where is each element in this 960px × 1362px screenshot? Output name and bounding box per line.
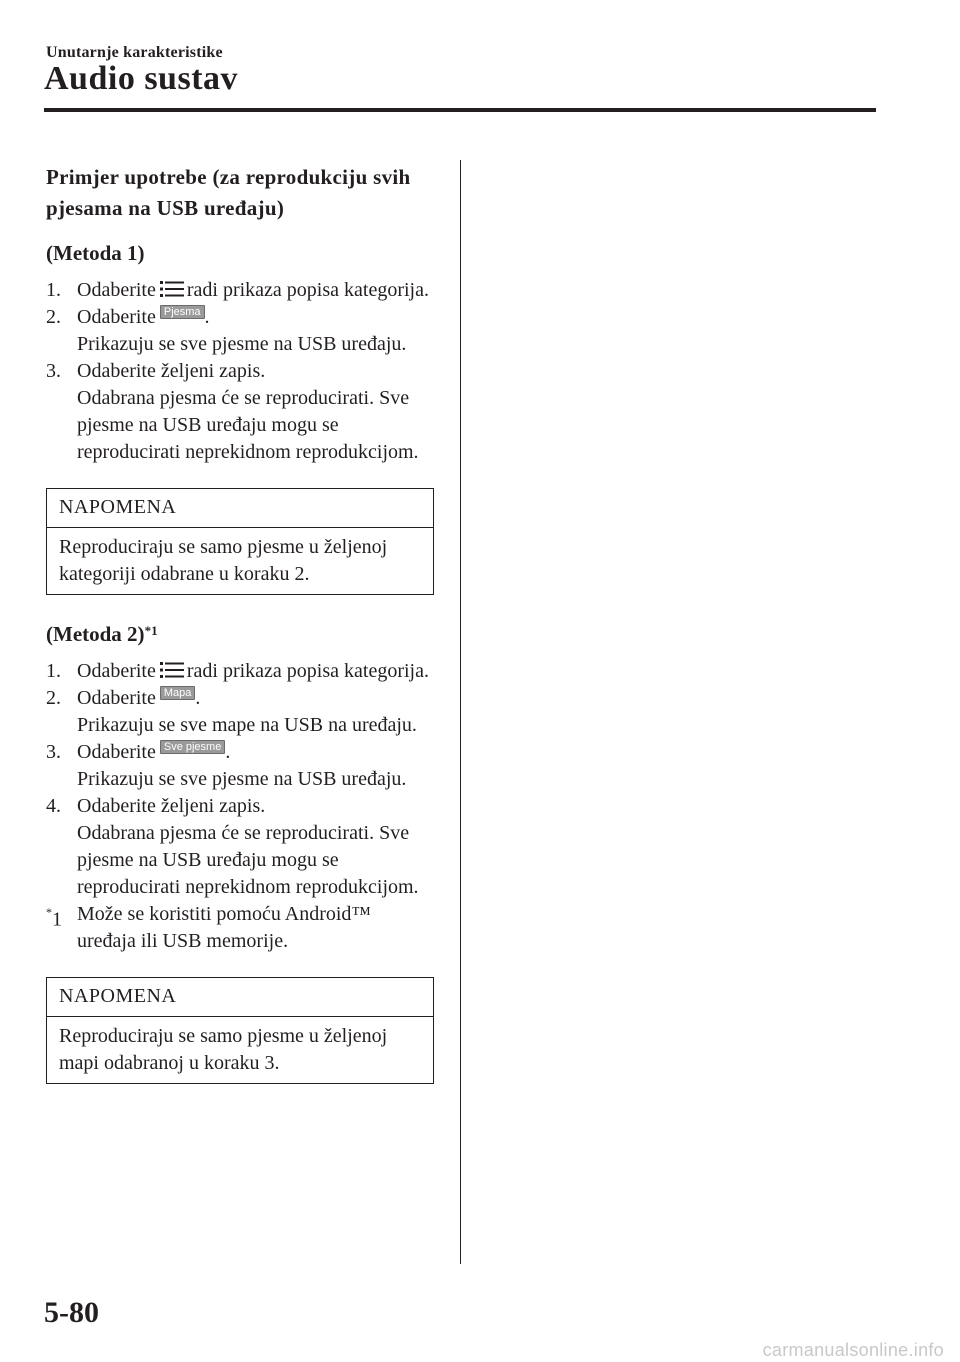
step-number: 2.: [46, 687, 61, 709]
step-number: 3.: [46, 360, 61, 382]
footnote-number: 1: [52, 908, 62, 931]
step-result: Prikazuju se sve pjesme na USB uređaju.: [77, 768, 407, 790]
note-heading: NAPOMENA: [47, 978, 433, 1017]
note-heading: NAPOMENA: [47, 489, 433, 528]
method-2-step-3: [46, 739, 434, 793]
left-column: [46, 162, 434, 1098]
footnote: [46, 901, 434, 955]
step-text: radi prikaza popisa kategorija.: [186, 279, 429, 301]
method-2-heading-text: (Metoda 2): [46, 622, 145, 646]
method-1-steps: [46, 277, 434, 466]
step-text: Odaberite: [77, 279, 156, 301]
footnote-text: Može se koristiti pomoću Android™ uređaja ili USB memorije.: [77, 903, 372, 952]
note-box-1: [46, 488, 434, 595]
example-subheading: Primjer upotrebe (za reprodukciju svih pjesama na USB uređaju): [46, 165, 411, 220]
step-number: 2.: [46, 306, 61, 328]
step-number: 1.: [46, 279, 61, 301]
section-title: Audio sustav: [44, 60, 239, 97]
step-text: .: [195, 687, 201, 709]
note-body: Reproduciraju se samo pjesme u željenoj mapi odabranoj u koraku 3.: [59, 1025, 388, 1074]
footnote-mark: [46, 901, 62, 934]
method-1-step-3: [46, 358, 434, 466]
mapa-button: Mapa: [160, 686, 196, 700]
column-divider: [460, 160, 461, 1264]
method-1-step-2: [46, 304, 434, 358]
method-2-steps: [46, 658, 434, 901]
method-2-step-1: [46, 658, 434, 685]
method-1-heading: (Metoda 1): [46, 241, 145, 265]
step-result: Odabrana pjesma će se reproducirati. Sve pjesme na USB uređaju mogu se reproducirati neprekidnom reprodukcijom.: [77, 387, 419, 463]
step-text: Odaberite: [77, 660, 156, 682]
footnote-asterisk: *: [46, 905, 52, 919]
step-text: .: [204, 306, 210, 328]
step-result: Prikazuju se sve pjesme na USB uređaju.: [77, 333, 407, 355]
list-icon: [160, 281, 184, 297]
step-number: 4.: [46, 795, 61, 817]
step-text: Odaberite željeni zapis.: [77, 360, 266, 382]
sve-pjesme-button: Sve pjesme: [160, 740, 225, 754]
step-text: Odaberite: [77, 741, 156, 763]
step-text: Odaberite: [77, 306, 156, 328]
pjesma-button: Pjesma: [160, 305, 205, 319]
chapter-label: Unutarnje karakteristike: [46, 44, 223, 61]
page-number: 5-80: [44, 1296, 99, 1329]
list-icon: [160, 662, 184, 678]
method-2-step-2: [46, 685, 434, 739]
step-text: Odaberite željeni zapis.: [77, 795, 266, 817]
note-body: Reproduciraju se samo pjesme u željenoj kategoriji odabrane u koraku 2.: [59, 536, 388, 585]
footnote-reference: *1: [144, 623, 158, 638]
step-result: Prikazuju se sve mape na USB na uređaju.: [77, 714, 417, 736]
step-result: Odabrana pjesma će se reproducirati. Sve pjesme na USB uređaju mogu se reproducirati neprekidnom reprodukcijom.: [77, 822, 419, 898]
method-2-step-4: [46, 793, 434, 901]
header-rule: [44, 108, 876, 112]
method-1-step-1: [46, 277, 434, 304]
step-number: 1.: [46, 660, 61, 682]
step-text: radi prikaza popisa kategorija.: [186, 660, 429, 682]
step-text: Odaberite: [77, 687, 156, 709]
step-number: 3.: [46, 741, 61, 763]
method-2-heading: [46, 621, 434, 648]
step-text: .: [225, 741, 231, 763]
watermark: carmanualsonline.info: [762, 1340, 944, 1360]
note-box-2: [46, 977, 434, 1084]
